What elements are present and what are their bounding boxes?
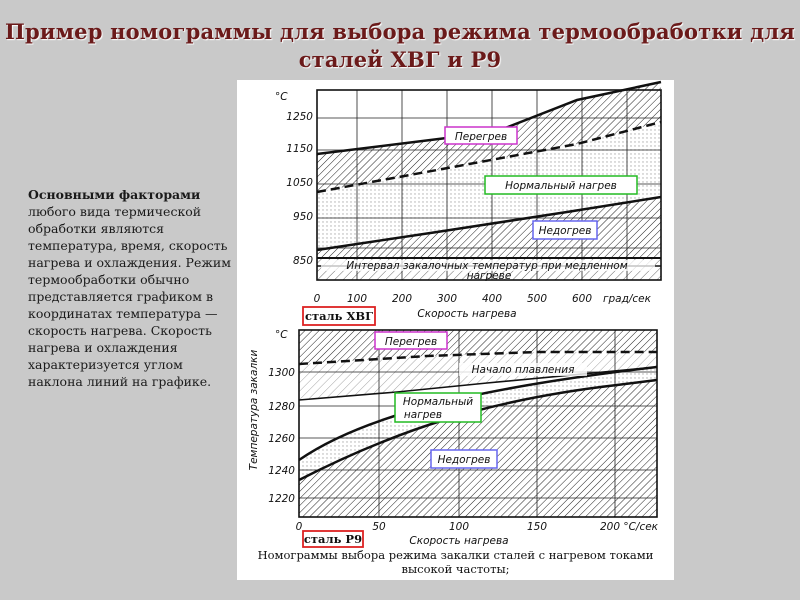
bottom-chart	[268, 329, 658, 547]
top-xtick-500: 500	[526, 293, 548, 305]
bottom-underheat-label: Недогрев	[437, 454, 491, 466]
description-text	[28, 186, 233, 390]
slide-title	[0, 18, 800, 74]
bottom-xtick-150: 150	[526, 521, 548, 533]
bottom-ytick-1260: 1260	[268, 433, 295, 445]
caption-line-2: высокой частоты;	[401, 562, 510, 576]
top-overheat-label: Перегрев	[454, 131, 508, 143]
bottom-xtick-0: 0	[295, 521, 303, 533]
top-xtick-300: 300	[436, 293, 458, 305]
top-underheat-label: Недогрев	[538, 225, 592, 237]
bottom-melt-label: Начало плавления	[471, 364, 575, 376]
bottom-x-axis-label: Скорость нагрева	[409, 535, 509, 547]
nomogram-figure	[237, 80, 674, 580]
bottom-unit-label: °C	[275, 329, 288, 341]
top-ytick-1050: 1050	[286, 177, 313, 189]
top-normal-label: Нормальный нагрев	[505, 180, 617, 192]
description-lead: Основными факторами	[28, 187, 201, 202]
top-x-axis-label: Скорость нагрева	[417, 308, 517, 320]
bottom-xtick-200: 200 °C/сек	[599, 521, 659, 533]
top-xtick-600: 600	[571, 293, 593, 305]
top-xtick-400: 400	[481, 293, 503, 305]
top-interval-label-1: Интервал закалочных температур при медленном	[346, 260, 628, 272]
top-unit-label: °C	[275, 91, 288, 103]
bottom-ytick-1280: 1280	[268, 401, 295, 413]
bottom-ytick-1240: 1240	[268, 465, 295, 477]
nomogram-svg	[237, 80, 674, 580]
figure-caption	[237, 548, 674, 576]
y-axis-label: Температура закалки	[248, 349, 260, 471]
bottom-ytick-1300: 1300	[268, 367, 295, 379]
top-chart	[275, 82, 661, 325]
top-ytick-850: 850	[292, 255, 313, 267]
top-ytick-1250: 1250	[286, 111, 313, 123]
top-ytick-950: 950	[292, 211, 313, 223]
bottom-ytick-1220: 1220	[268, 493, 295, 505]
top-steel-label: сталь ХВГ	[304, 309, 374, 323]
top-xtick-unit: град/сек	[603, 293, 651, 305]
bottom-xtick-100: 100	[448, 521, 470, 533]
top-xtick-0: 0	[313, 293, 321, 305]
bottom-overheat-label: Перегрев	[384, 336, 438, 348]
top-interval-label-2: нагреве	[466, 270, 512, 282]
caption-line-1: Номограммы выбора режима закалки сталей с нагревом токами	[257, 548, 654, 562]
title-line-2: сталей ХВГ и Р9	[298, 47, 502, 72]
description-body: любого вида термической обработки являются температура, время, скорость нагрева и охлаждения. Режим термообработки обычно представляется графиком в координатах температура — скорость нагрева. Скорость нагрева и охлаждения характеризуется углом наклона линий на графике.	[28, 204, 231, 389]
top-ytick-1150: 1150	[286, 143, 313, 155]
bottom-xtick-50: 50	[372, 521, 386, 533]
bottom-normal-label-2: нагрев	[403, 409, 443, 421]
title-line-1: Пример номограммы для выбора режима термообработки для	[5, 19, 795, 44]
bottom-normal-label-1: Нормальный	[402, 396, 474, 408]
top-xtick-200: 200	[391, 293, 413, 305]
top-xtick-100: 100	[346, 293, 368, 305]
bottom-steel-label: сталь Р9	[303, 532, 363, 546]
